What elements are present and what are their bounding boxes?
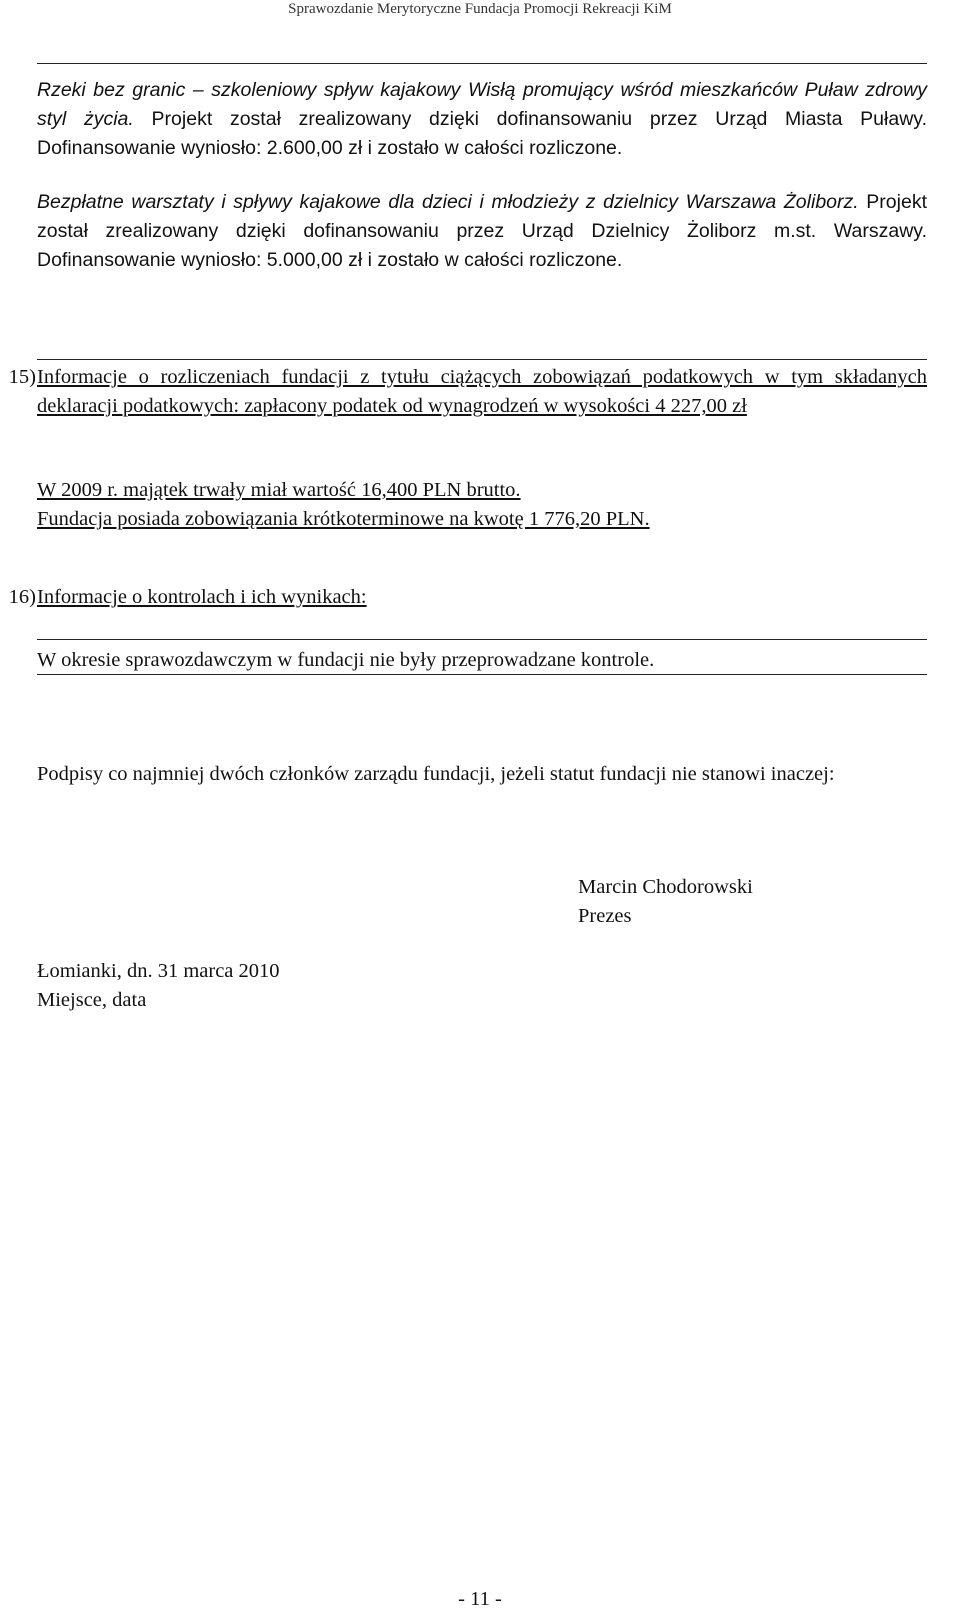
section-16-top-rule [37, 639, 927, 640]
section-16-text: W okresie sprawozdawczym w fundacji nie były przeprowadzane kontrole. [37, 649, 655, 671]
page-number: - 11 - [458, 1588, 502, 1610]
section-16-number: 16) [8, 586, 36, 608]
project-title: Bezpłatne warsztaty i spływy kajakowe dla dzieci i młodzieży z dzielnicy Warszawa Żoliborz. [37, 191, 859, 213]
section-16-heading: Informacje o kontrolach i ich wynikach: [37, 586, 367, 608]
page-header: Sprawozdanie Merytoryczne Fundacja Promocji Rekreacji KiM [288, 1, 672, 17]
section-16-bottom-rule [37, 674, 927, 675]
place-date-label: Miejsce, data [37, 989, 147, 1011]
section-15-rule [37, 359, 927, 360]
project-puławy [37, 76, 927, 163]
section-15-text [37, 363, 927, 421]
project-zoliborz [37, 188, 927, 275]
place-date: Łomianki, dn. 31 marca 2010 [37, 960, 280, 982]
top-rule [37, 63, 927, 64]
section-15-number: 15) [8, 366, 36, 388]
liabilities-value: Fundacja posiada zobowiązania krótkoterminowe na kwotę 1 776,20 PLN. [37, 508, 650, 530]
project-description: Projekt został zrealizowany dzięki dofinansowaniu przez Urząd Dzielnicy Żoliborz m.st. Warszawy. Dofinansowanie wyniosło: 5.000,00 zł i zostało w całości rozliczone. [37, 191, 927, 271]
signatory-name: Marcin Chodorowski [578, 876, 753, 898]
assets-value: W 2009 r. majątek trwały miał wartość 16,400 PLN brutto. [37, 479, 521, 501]
project-title: Rzeki bez granic – szkoleniowy spływ kajakowy Wisłą promujący wśród mieszkańców Puław zdrowy styl życia. [37, 79, 927, 130]
signatory-role: Prezes [578, 905, 632, 927]
signatures-intro: Podpisy co najmniej dwóch członków zarządu fundacji, jeżeli statut fundacji nie stanowi inaczej: [37, 763, 835, 785]
project-description: Projekt został zrealizowany dzięki dofinansowaniu przez Urząd Miasta Puławy. Dofinansowanie wyniosło: 2.600,00 zł i zostało w całości rozliczone. [37, 108, 927, 159]
section-15-heading-text: Informacje o rozliczeniach fundacji z tytułu ciążących zobowiązań podatkowych w tym składanych deklaracji podatkowych: zapłacony podatek od wynagrodzeń w wysokości 4 227,00 zł [37, 366, 927, 417]
